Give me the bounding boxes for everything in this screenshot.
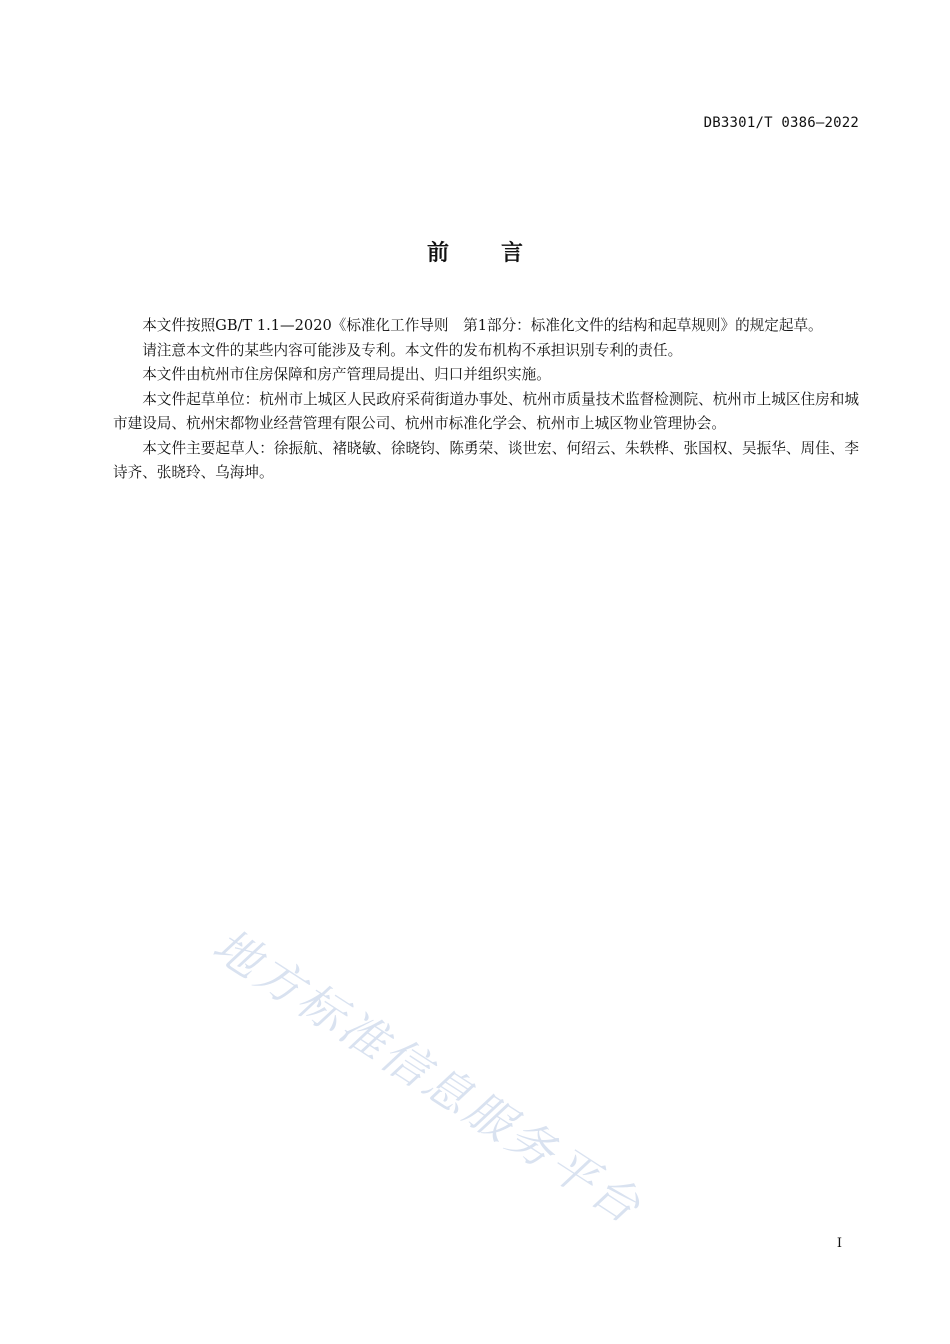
watermark: 地方标准信息服务平台 <box>203 917 653 1236</box>
foreword-body <box>113 314 859 486</box>
page-number: I <box>836 1236 842 1251</box>
document-code: DB3301/T 0386—2022 <box>703 115 859 131</box>
paragraph-drafters: 本文件主要起草人：徐振航、褚晓敏、徐晓钧、陈勇荣、谈世宏、何绍云、朱轶桦、张国权、吴振华、周佳、李诗齐、张晓玲、乌海坤。 <box>113 439 859 481</box>
paragraph-patent-notice: 请注意本文件的某些内容可能涉及专利。本文件的发布机构不承担识别专利的责任。 <box>142 341 683 359</box>
paragraph-drafting-units: 本文件起草单位：杭州市上城区人民政府采荷街道办事处、杭州市质量技术监督检测院、杭州市上城区住房和城市建设局、杭州宋都物业经营管理有限公司、杭州市标准化学会、杭州市上城区物业管理协会。 <box>113 390 859 432</box>
paragraph-drafting-rules: 本文件按照GB/T 1.1—2020《标准化工作导则 第1部分：标准化文件的结构和起草规则》的规定起草。 <box>142 317 823 334</box>
section-title: 前言 <box>426 241 575 266</box>
paragraph-proposer: 本文件由杭州市住房保障和房产管理局提出、归口并组织实施。 <box>142 366 551 383</box>
